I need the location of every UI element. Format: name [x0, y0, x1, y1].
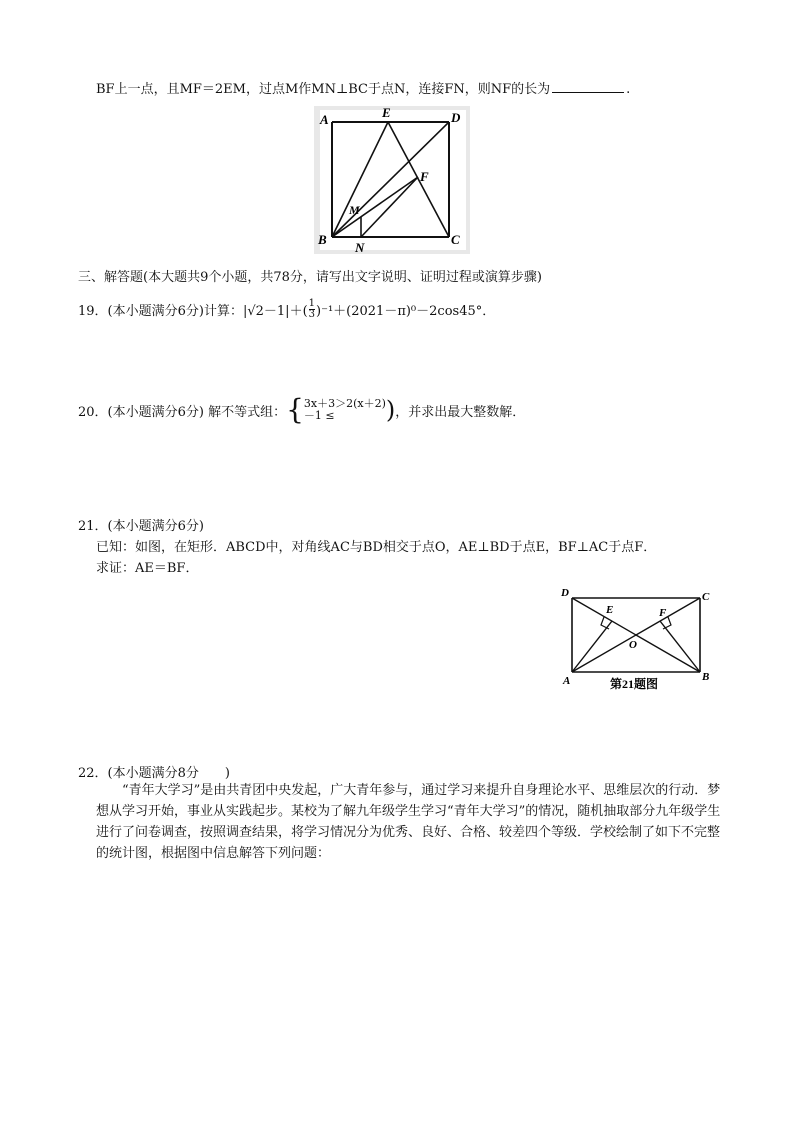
q18-text: BF上一点，且MF＝2EM，过点M作MN⊥BC于点N，连接FN，则NF的长为 — [96, 82, 551, 97]
label-E: E — [606, 604, 614, 616]
label-O: O — [629, 639, 637, 651]
q20-line — [78, 394, 525, 426]
q21-prove: 求证：AE＝BF． — [96, 561, 199, 576]
answer-blank[interactable] — [552, 79, 624, 93]
q22-title: 22．(本小题满分8分 ) — [78, 766, 230, 781]
label-D: D — [561, 587, 569, 599]
label-M: M — [349, 203, 360, 217]
q21-given: 已知：如图，在矩形．ABCD中，对角线AC与BD相交于点O，AE⊥BD于点E，BF⊥AC于点F． — [96, 540, 657, 555]
label-A: A — [320, 112, 329, 127]
q21-title: 21．(本小题满分6分) — [78, 519, 204, 534]
section-heading: 三、解答题(本大题共9个小题，共78分，请写出文字说明、证明过程或演算步骤) — [78, 270, 542, 285]
q19-fraction — [309, 299, 315, 320]
q19-fraction-denominator: 3 — [308, 308, 316, 320]
q18-text-line — [96, 78, 630, 97]
q18-period: . — [626, 82, 631, 97]
label-B: B — [318, 232, 327, 247]
q20-suffix: ，并求出最大整数解． — [395, 404, 526, 420]
label-E: E — [382, 105, 391, 120]
q20-inequality-system — [304, 398, 386, 422]
label-F: F — [420, 169, 429, 184]
q19-tail: )⁻¹＋(2021－π)⁰－2cos45°． — [316, 303, 496, 319]
figure-q18 — [312, 104, 472, 256]
q20-inequality-1: 3x＋3＞2(x＋2) — [303, 397, 386, 410]
label-D: D — [451, 110, 461, 125]
q22-body: “青年大学习”是由共青团中央发起，广大青年参与，通过学习来提升自身理论水平、思维层次的行动．梦想从学习开始，事业从实践起步。某校为了解九年级学生学习“青年大学习”的情况，随机抽取部分九年级学生进行了问卷调查，按照调查结果，将学习情况分为优秀、良好、合格、较差四个等级．学校绘制了如下不完整的统计图，根据图中信息解答下列问题： — [96, 783, 721, 861]
label-F: F — [659, 607, 667, 619]
paren-close-icon: ) — [385, 396, 396, 424]
q20-prefix: 20．(本小题满分6分) 解不等式组： — [78, 404, 287, 420]
label-A: A — [563, 675, 571, 687]
label-C: C — [451, 232, 460, 247]
figure-q21 — [558, 584, 720, 692]
brace-open-icon: { — [286, 393, 304, 426]
segment-BF — [660, 621, 700, 672]
figure-q21-caption: 第21题图 — [610, 677, 659, 691]
q19-prefix: 19．(本小题满分6分)计算： — [78, 303, 243, 319]
label-C: C — [702, 591, 710, 603]
label-N: N — [355, 240, 365, 255]
q19-line — [78, 294, 495, 324]
segment-AE — [572, 621, 612, 672]
q19-plus: ＋( — [289, 303, 308, 319]
q20-inequality-2: －1 ≤ — [303, 409, 335, 422]
label-B: B — [702, 671, 710, 683]
q19-fraction-numerator: 1 — [308, 297, 316, 309]
q19-abs-expression: |√2－1| — [242, 303, 290, 319]
